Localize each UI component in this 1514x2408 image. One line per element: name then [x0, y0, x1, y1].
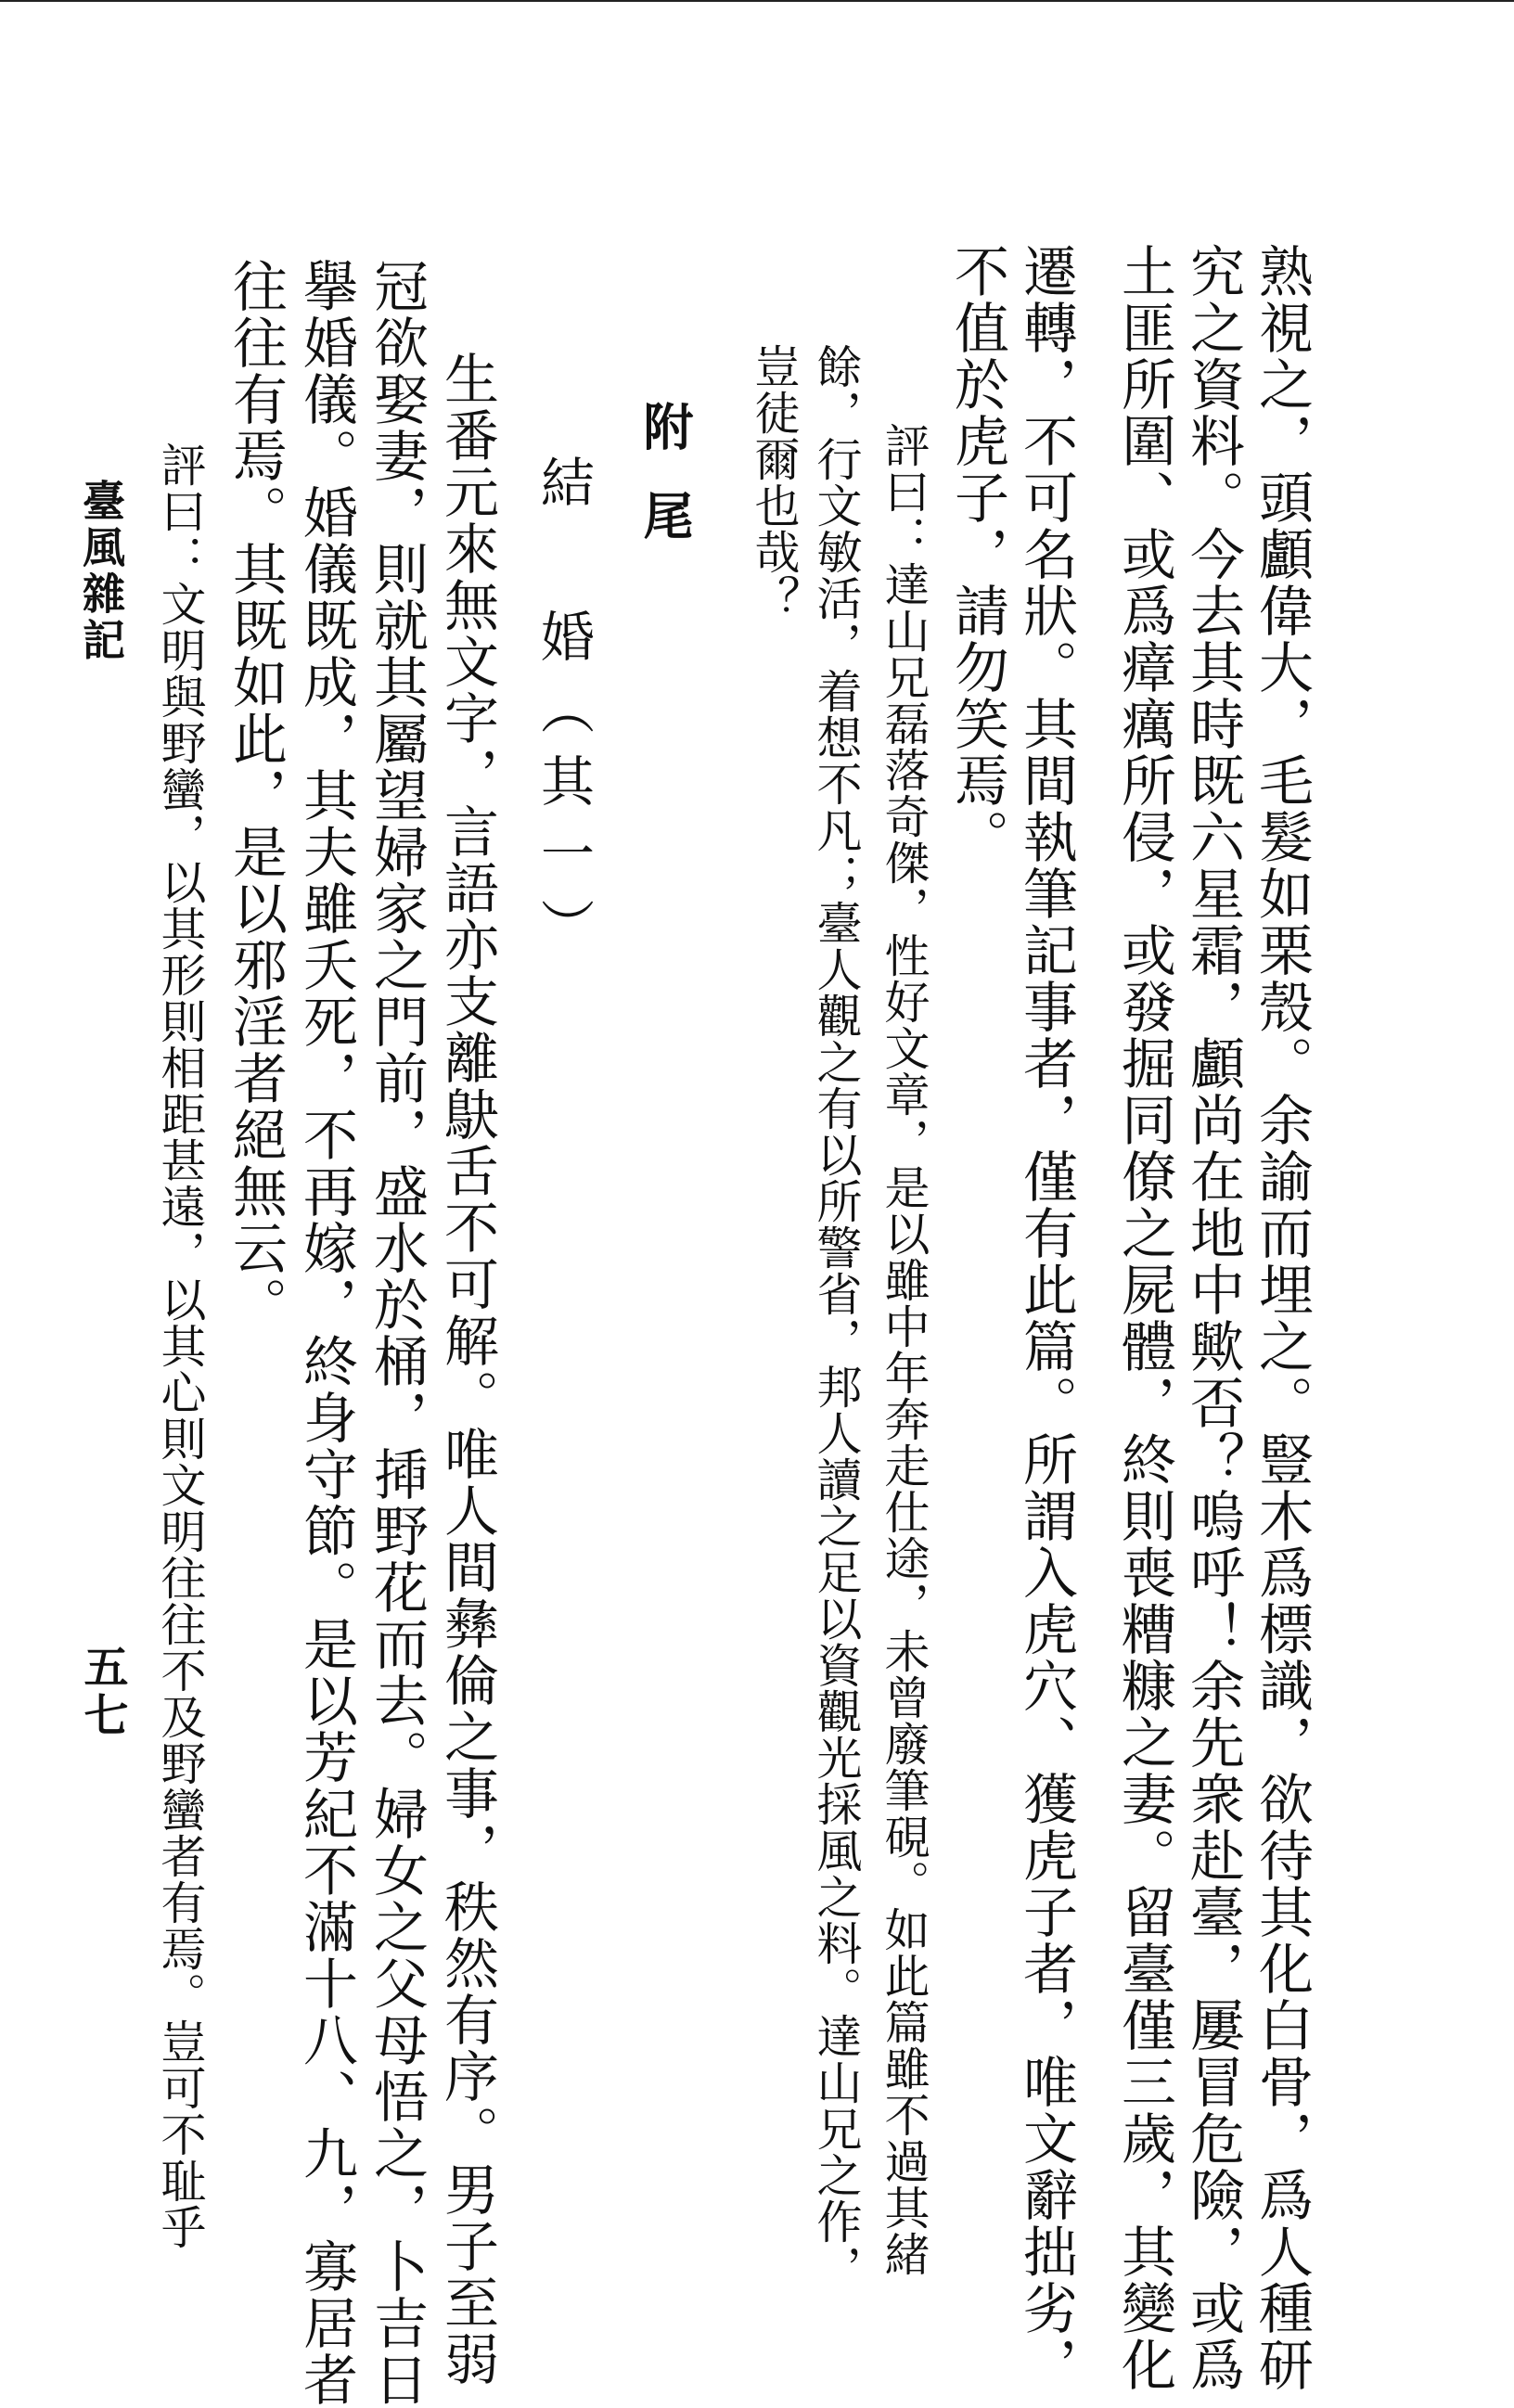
section-line-3: 擧婚儀。婚儀既成，其夫雖夭死，不再嫁，終身守節。是以芳紀不滿十八、九，寡居者 [294, 258, 358, 2408]
section-line-2: 冠欲娶妻，則就其屬望婦家之門前，盛水於桶，揷野花而去。婦女之父母悟之，卜吉日 [365, 258, 429, 2408]
body-line-5: 不值於虎子，請勿笑焉。 [945, 243, 1009, 865]
section-line-4: 往往有焉。其既如此，是以邪淫者絕無云。 [224, 258, 288, 1333]
page-number: 五七 [76, 1644, 128, 1740]
top-border-line [0, 0, 1514, 2]
commentary-1-line-2: 餘，行文敏活，着想不凡；臺人觀之有以所警省，邦人讀之足以資觀光採風之料。達山兄之作， [810, 343, 863, 2291]
running-title: 臺風雜記 [76, 479, 126, 664]
section-line-1: 生番元來無文字，言語亦支離鴃舌不可解。唯人間彝倫之事，秩然有序。男子至弱 [435, 351, 499, 2388]
section-heading: 結 婚（其一） [532, 455, 595, 970]
commentary-2-line-1: 評曰：文明與野蠻，以其形則相距甚遠，以其心則文明往往不及野蠻者有焉。豈可不耻乎 [154, 442, 207, 2250]
commentary-1-line-1: 評曰：達山兄磊落奇傑，性好文章，是以雖中年奔走仕途，未曾廢筆硯。如此篇雖不過其緒 [878, 422, 930, 2277]
commentary-1-line-3: 豈徒爾也哉？ [748, 343, 801, 621]
body-line-3: 土匪所圍、或爲瘴癘所侵，或發掘同僚之屍體，終則喪糟糠之妻。留臺僅三歲，其變化 [1112, 243, 1176, 2393]
appendix-heading: 附尾 [635, 401, 695, 579]
body-line-2: 究之資料。今去其時既六星霜，顱尚在地中歟否？嗚呼！余先衆赴臺，屢冒危險，或爲 [1181, 243, 1245, 2393]
body-line-1: 熟視之，頭顱偉大，毛髮如栗殼。余諭而埋之。豎木爲標識，欲待其化白骨，爲人種研 [1250, 243, 1314, 2393]
body-line-4: 遷轉，不可名狀。其間執筆記事者，僅有此篇。所謂入虎穴、獲虎子者，唯文辭拙劣， [1014, 243, 1078, 2393]
